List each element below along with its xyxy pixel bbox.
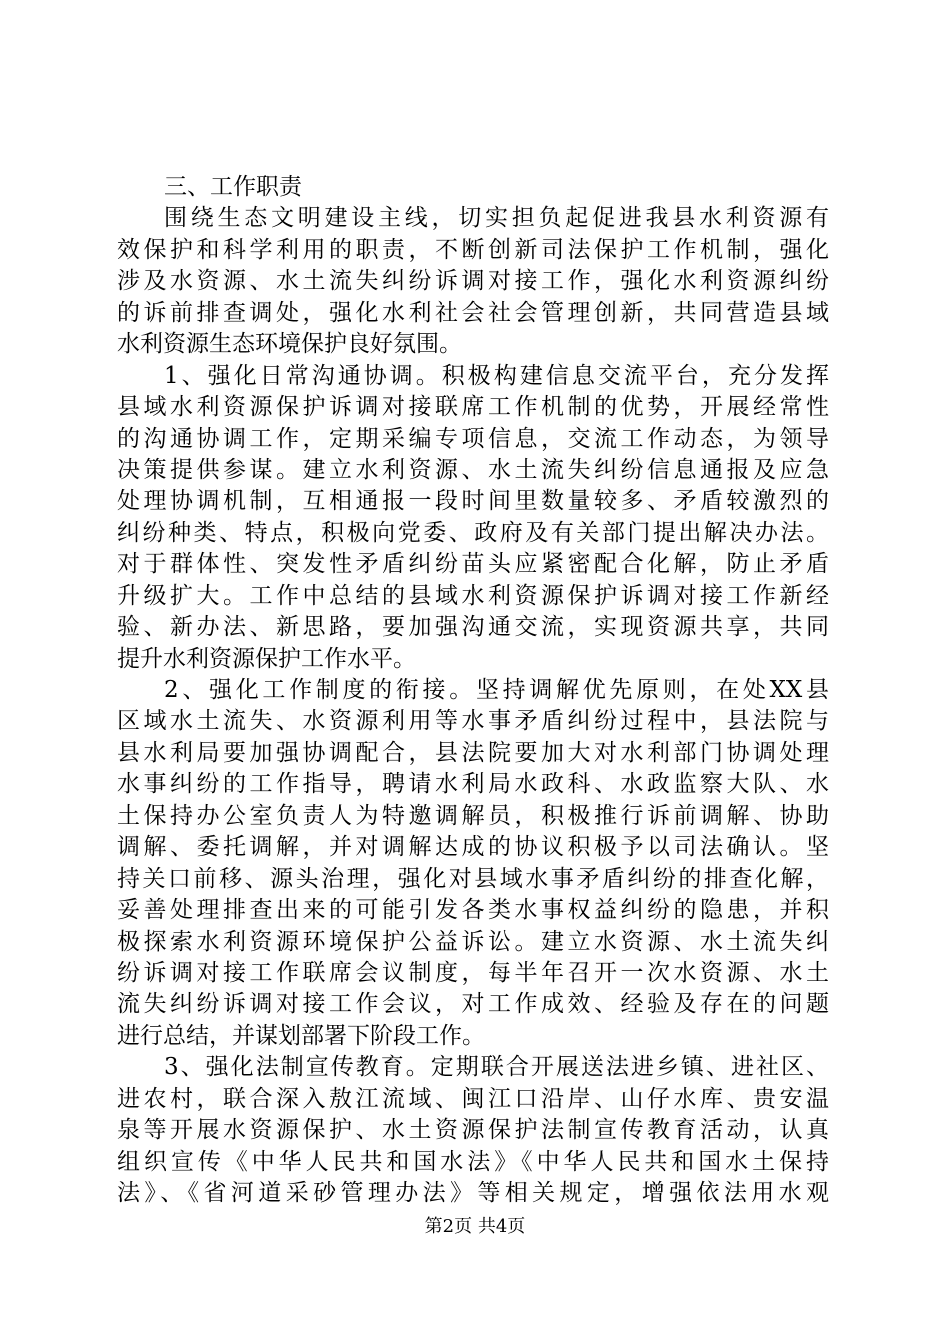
text-line: 组织宣传《中华人民共和国水法》《中华人民共和国水土保持 (117, 1148, 829, 1175)
text-line: 纠纷种类、特点，积极向党委、政府及有关部门提出解决办法。 (117, 519, 829, 546)
text-line: 处理协调机制，互相通报一段时间里数量较多、矛盾较激烈的 (117, 488, 829, 515)
text-line: 极探索水利资源环境保护公益诉讼。建立水资源、水土流失纠 (117, 928, 829, 955)
text-line: 进农村，联合深入敖江流域、闽江口沿岸、山仔水库、贵安温 (117, 1085, 829, 1112)
text-line: 3、强化法制宣传教育。定期联合开展送法进乡镇、进社区、 (164, 1054, 829, 1081)
text-line: 三、工作职责 (164, 174, 302, 200)
text-line: 妥善处理排查出来的可能引发各类水事权益纠纷的隐患，并积 (117, 897, 829, 924)
text-line: 土保持办公室负责人为特邀调解员，积极推行诉前调解、协助 (117, 802, 829, 829)
page-number-label: 第2页 共4页 (424, 1216, 526, 1237)
text-line: 流失纠纷诉调对接工作会议，对工作成效、经验及存在的问题 (117, 991, 829, 1018)
text-line: 持关口前移、源头治理，强化对县域水事矛盾纠纷的排查化解， (117, 865, 829, 892)
text-line: 2、强化工作制度的衔接。坚持调解优先原则，在处XX县 (164, 677, 829, 703)
text-line: 1、强化日常沟通协调。积极构建信息交流平台，充分发挥 (164, 362, 829, 389)
text-line: 的诉前排查调处，强化水利社会社会管理创新，共同营造县域 (117, 299, 829, 326)
text-line: 水利资源生态环境保护良好氛围。 (117, 331, 462, 358)
text-line: 区域水土流失、水资源利用等水事矛盾纠纷过程中，县法院与 (117, 708, 829, 735)
text-line: 水事纠纷的工作指导，聘请水利局水政科、水政监察大队、水 (117, 771, 829, 798)
text-line: 泉等开展水资源保护、水土资源保护法制宣传教育活动，认真 (117, 1117, 829, 1144)
text-line: 法》、《省河道采砂管理办法》等相关规定，增强依法用水观 (117, 1180, 829, 1206)
text-line: 涉及水资源、水土流失纠纷诉调对接工作，强化水利资源纠纷 (117, 268, 829, 295)
text-line: 县域水利资源保护诉调对接联席工作机制的优势，开展经常性 (117, 394, 829, 421)
text-line: 的沟通协调工作，定期采编专项信息，交流工作动态，为领导 (117, 425, 829, 452)
text-line: 进行总结，并谋划部署下阶段工作。 (117, 1022, 485, 1049)
text-line: 提升水利资源保护工作水平。 (117, 645, 416, 672)
text-line: 围绕生态文明建设主线，切实担负起促进我县水利资源有 (164, 205, 829, 232)
text-line: 纷诉调对接工作联席会议制度，每半年召开一次水资源、水土 (117, 959, 829, 986)
text-line: 决策提供参谋。建立水利资源、水土流失纠纷信息通报及应急 (117, 456, 829, 483)
text-line: 升级扩大。工作中总结的县域水利资源保护诉调对接工作新经 (117, 582, 829, 609)
text-line: 验、新办法、新思路，要加强沟通交流，实现资源共享，共同 (117, 614, 829, 641)
text-line: 调解、委托调解，并对调解达成的协议积极予以司法确认。坚 (117, 834, 829, 861)
text-line: 对于群体性、突发性矛盾纠纷苗头应紧密配合化解，防止矛盾 (117, 551, 829, 578)
page-footer (0, 1216, 950, 1238)
document-body (117, 172, 829, 1209)
text-line: 效保护和科学利用的职责，不断创新司法保护工作机制，强化 (117, 236, 829, 263)
text-line: 县水利局要加强协调配合，县法院要加大对水利部门协调处理 (117, 739, 829, 766)
